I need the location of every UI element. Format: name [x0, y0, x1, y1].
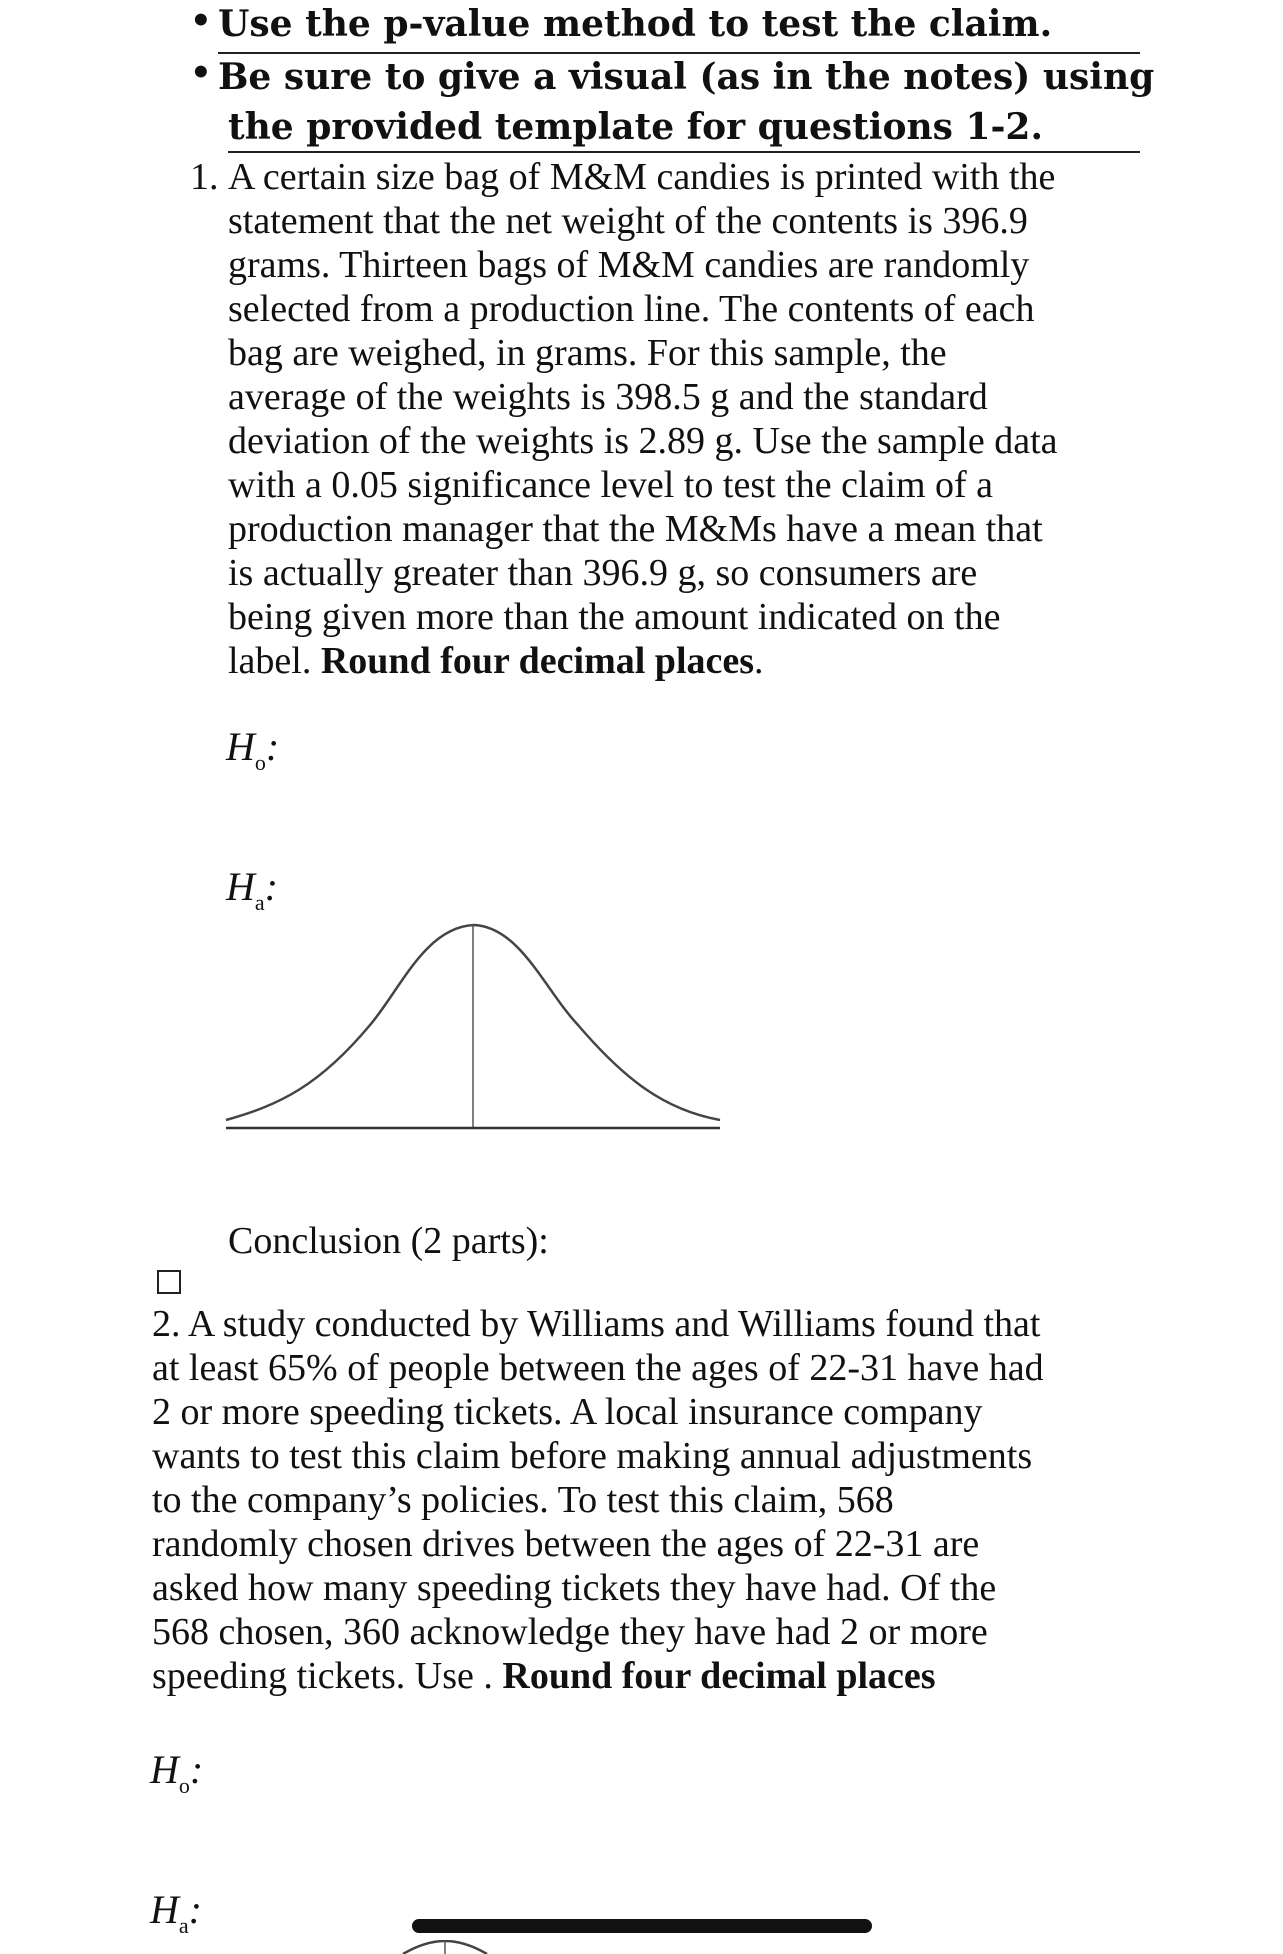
question-1-line: grams. Thirteen bags of M&M candies are randomly	[228, 244, 1030, 286]
question-2-use-text: speeding tickets. Use .	[152, 1655, 503, 1697]
bullet-symbol: •	[190, 1, 212, 41]
question-1-null-hypothesis	[226, 725, 279, 785]
question-2-line: 568 chosen, 360 acknowledge they have had 2 or more	[152, 1611, 988, 1653]
question-2-line: 2. A study conducted by Williams and Williams found that	[152, 1303, 1041, 1345]
h0-letter: H	[226, 724, 255, 769]
instruction-line-3: the provided template for questions 1-2.	[228, 106, 1044, 148]
question-1-number: 1.	[190, 156, 219, 198]
question-2-alternative-hypothesis	[150, 1888, 202, 1948]
ha-letter: H	[150, 1887, 179, 1932]
ha-letter: H	[226, 864, 255, 909]
normal-curve-template	[220, 915, 730, 1135]
question-1-line: average of the weights is 398.5 g and the standard	[228, 376, 988, 418]
question-2-rounding-instruction: Round four decimal places	[502, 1655, 936, 1697]
question-1-line: being given more than the amount indicated on the	[228, 596, 1001, 638]
question-1-line: is actually greater than 396.9 g, so consumers are	[228, 552, 978, 594]
checkbox[interactable]	[157, 1270, 181, 1294]
instructions	[0, 0, 1283, 160]
question-1-period: .	[754, 640, 764, 682]
question-1-line: bag are weighed, in grams. For this sample, the	[228, 332, 947, 374]
question-1-conclusion-label: Conclusion (2 parts):	[228, 1220, 549, 1262]
next-curve-peek	[395, 1940, 495, 1954]
question-2-line: randomly chosen drives between the ages of 22-31 are	[152, 1523, 980, 1565]
h0-colon: :	[265, 724, 280, 769]
instruction-underline-1	[218, 52, 1140, 54]
question-1-last-line	[228, 639, 1058, 683]
question-1-line: selected from a production line. The contents of each	[228, 288, 1035, 330]
question-1-line: production manager that the M&Ms have a mean that	[228, 508, 1043, 550]
instruction-line-2: Be sure to give a visual (as in the notes) using	[218, 56, 1155, 98]
question-2-null-hypothesis	[150, 1748, 203, 1808]
question-2-line: 2 or more speeding tickets. A local insurance company	[152, 1391, 983, 1433]
instruction-line-1: Use the p-value method to test the claim.	[218, 3, 1053, 45]
bullet-symbol: •	[190, 53, 212, 93]
ha-subscript: a	[178, 1913, 189, 1938]
question-2-line: asked how many speeding tickets they have had. Of the	[152, 1567, 997, 1609]
home-indicator-bar[interactable]	[412, 1919, 872, 1933]
ha-subscript: a	[254, 890, 265, 915]
question-1-label-word: label.	[228, 640, 312, 682]
h0-subscript: o	[178, 1773, 190, 1798]
question-1-line: with a 0.05 significance level to test the claim of a	[228, 464, 994, 506]
question-1-rounding-instruction: Round four decimal places	[320, 640, 755, 682]
h0-letter: H	[150, 1747, 179, 1792]
question-1-line: deviation of the weights is 2.89 g. Use the sample data	[228, 420, 1058, 462]
ha-colon: :	[188, 1887, 202, 1932]
h0-colon: :	[189, 1747, 204, 1792]
question-2	[152, 1302, 1044, 1698]
question-2-last-line	[152, 1654, 1044, 1698]
question-2-line: to the company’s policies. To test this claim, 568	[152, 1479, 894, 1521]
question-2-line: at least 65% of people between the ages of 22-31 have had	[152, 1347, 1044, 1389]
question-2-line: wants to test this claim before making annual adjustments	[152, 1435, 1033, 1477]
ha-colon: :	[264, 864, 278, 909]
question-1-text	[228, 155, 1058, 683]
h0-subscript: o	[254, 750, 266, 775]
question-1-line: statement that the net weight of the contents is 396.9	[228, 200, 1028, 242]
question-1-line: A certain size bag of M&M candies is printed with the	[228, 156, 1056, 198]
